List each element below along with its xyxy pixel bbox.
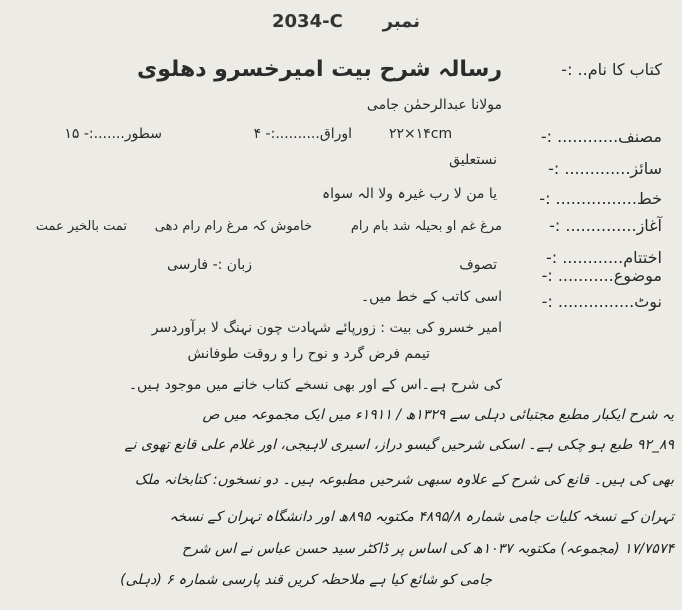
note-line-4: کی شرح ہے۔اس کے اور بھی نسخے کتاب خانے میں موجود ہیں۔ bbox=[128, 377, 502, 393]
beginning-text: یا من لا رب غیرہ ولا الہ سواہ bbox=[321, 186, 497, 202]
handwritten-line-6: جامی کو شائع کیا ہے ملاحظہ کریں قند پارسی شمارہ ۶ (دہلی) bbox=[120, 572, 492, 588]
subject-value: تصوف bbox=[459, 257, 497, 273]
ending-line-2: خاموش کہ مرغ رام رام دھی bbox=[154, 219, 312, 234]
handwritten-line-3: بھی کی ہیں۔ قانع کی شرح کے علاوہ سبھی شرحیں مطبوعہ ہیں۔ دو نسخوں: کتابخانہ ملک bbox=[134, 472, 674, 488]
ending-line-3: تمت بالخیر عمت bbox=[35, 219, 127, 234]
label-script: خط................ :- bbox=[539, 189, 662, 208]
label-ending: اختتام............ :- bbox=[545, 248, 662, 267]
language-value: زبان :- فارسی bbox=[167, 257, 252, 273]
book-title: رسالہ شرح بیت امیرخسرو دھلوی bbox=[137, 57, 502, 82]
catalog-number: 2034-C bbox=[272, 11, 343, 32]
ending-line-1: مرغ غم او بحیلہ شد بام رام bbox=[350, 219, 502, 234]
label-size: سائز............. :- bbox=[548, 159, 662, 178]
label-subject: موضوع........... :- bbox=[541, 266, 662, 285]
size-dimensions: ۲۲×۱۴cm bbox=[389, 126, 453, 142]
size-folios: اوراق..........:- ۴ bbox=[253, 126, 352, 142]
size-lines: سطور.......:- ۱۵ bbox=[64, 126, 162, 142]
handwritten-line-5: ۱۷/۷۵۷۴ (مجموعہ) مکتوبہ ۱۰۳۷ھ کی اساس پر ڈاکٹر سید حسن عباس نے اس شرح bbox=[182, 541, 674, 557]
note-line-3: تیمم فرض گرد و نوح را و روقت طوفانش bbox=[187, 346, 430, 362]
label-book-name: کتاب کا نام.. :- bbox=[561, 60, 662, 79]
script-type: نستعلیق bbox=[449, 152, 497, 168]
label-beginning: آغاز.............. :- bbox=[549, 216, 662, 235]
handwritten-line-2: ۸۹_۹۲ طبع ہو چکی ہے۔ اسکی شرحیں گیسو دراز، اسیری لاہیجی، اور غلام علی قانع تھوی نے bbox=[124, 437, 674, 453]
author-name: مولانا عبدالرحمٰن جامی bbox=[366, 97, 502, 113]
handwritten-line-1: یہ شرح ایکبار مطبع مجتبائی دہلی سے ۱۳۲۹ھ / ۱۹۱۱ء میں ایک مجموعہ میں ص bbox=[202, 407, 674, 423]
label-author: مصنف............ :- bbox=[540, 127, 662, 146]
note-line-2: امیر خسرو کی بیت : زورپائے شہادت چون نہنگ لا برآوردسر bbox=[151, 320, 502, 336]
catalog-number-label: نمبر bbox=[382, 11, 420, 32]
label-note: نوٹ............... :- bbox=[541, 292, 662, 311]
handwritten-line-4: تہران کے نسخہ کلیات جامی شمارہ ۴۸۹۵/۸ مکتوبہ ۸۹۵ھ اور دانشگاہ تہران کے نسخہ bbox=[169, 509, 674, 525]
note-line-1: اسی کاتب کے خط میں۔ bbox=[360, 289, 502, 305]
